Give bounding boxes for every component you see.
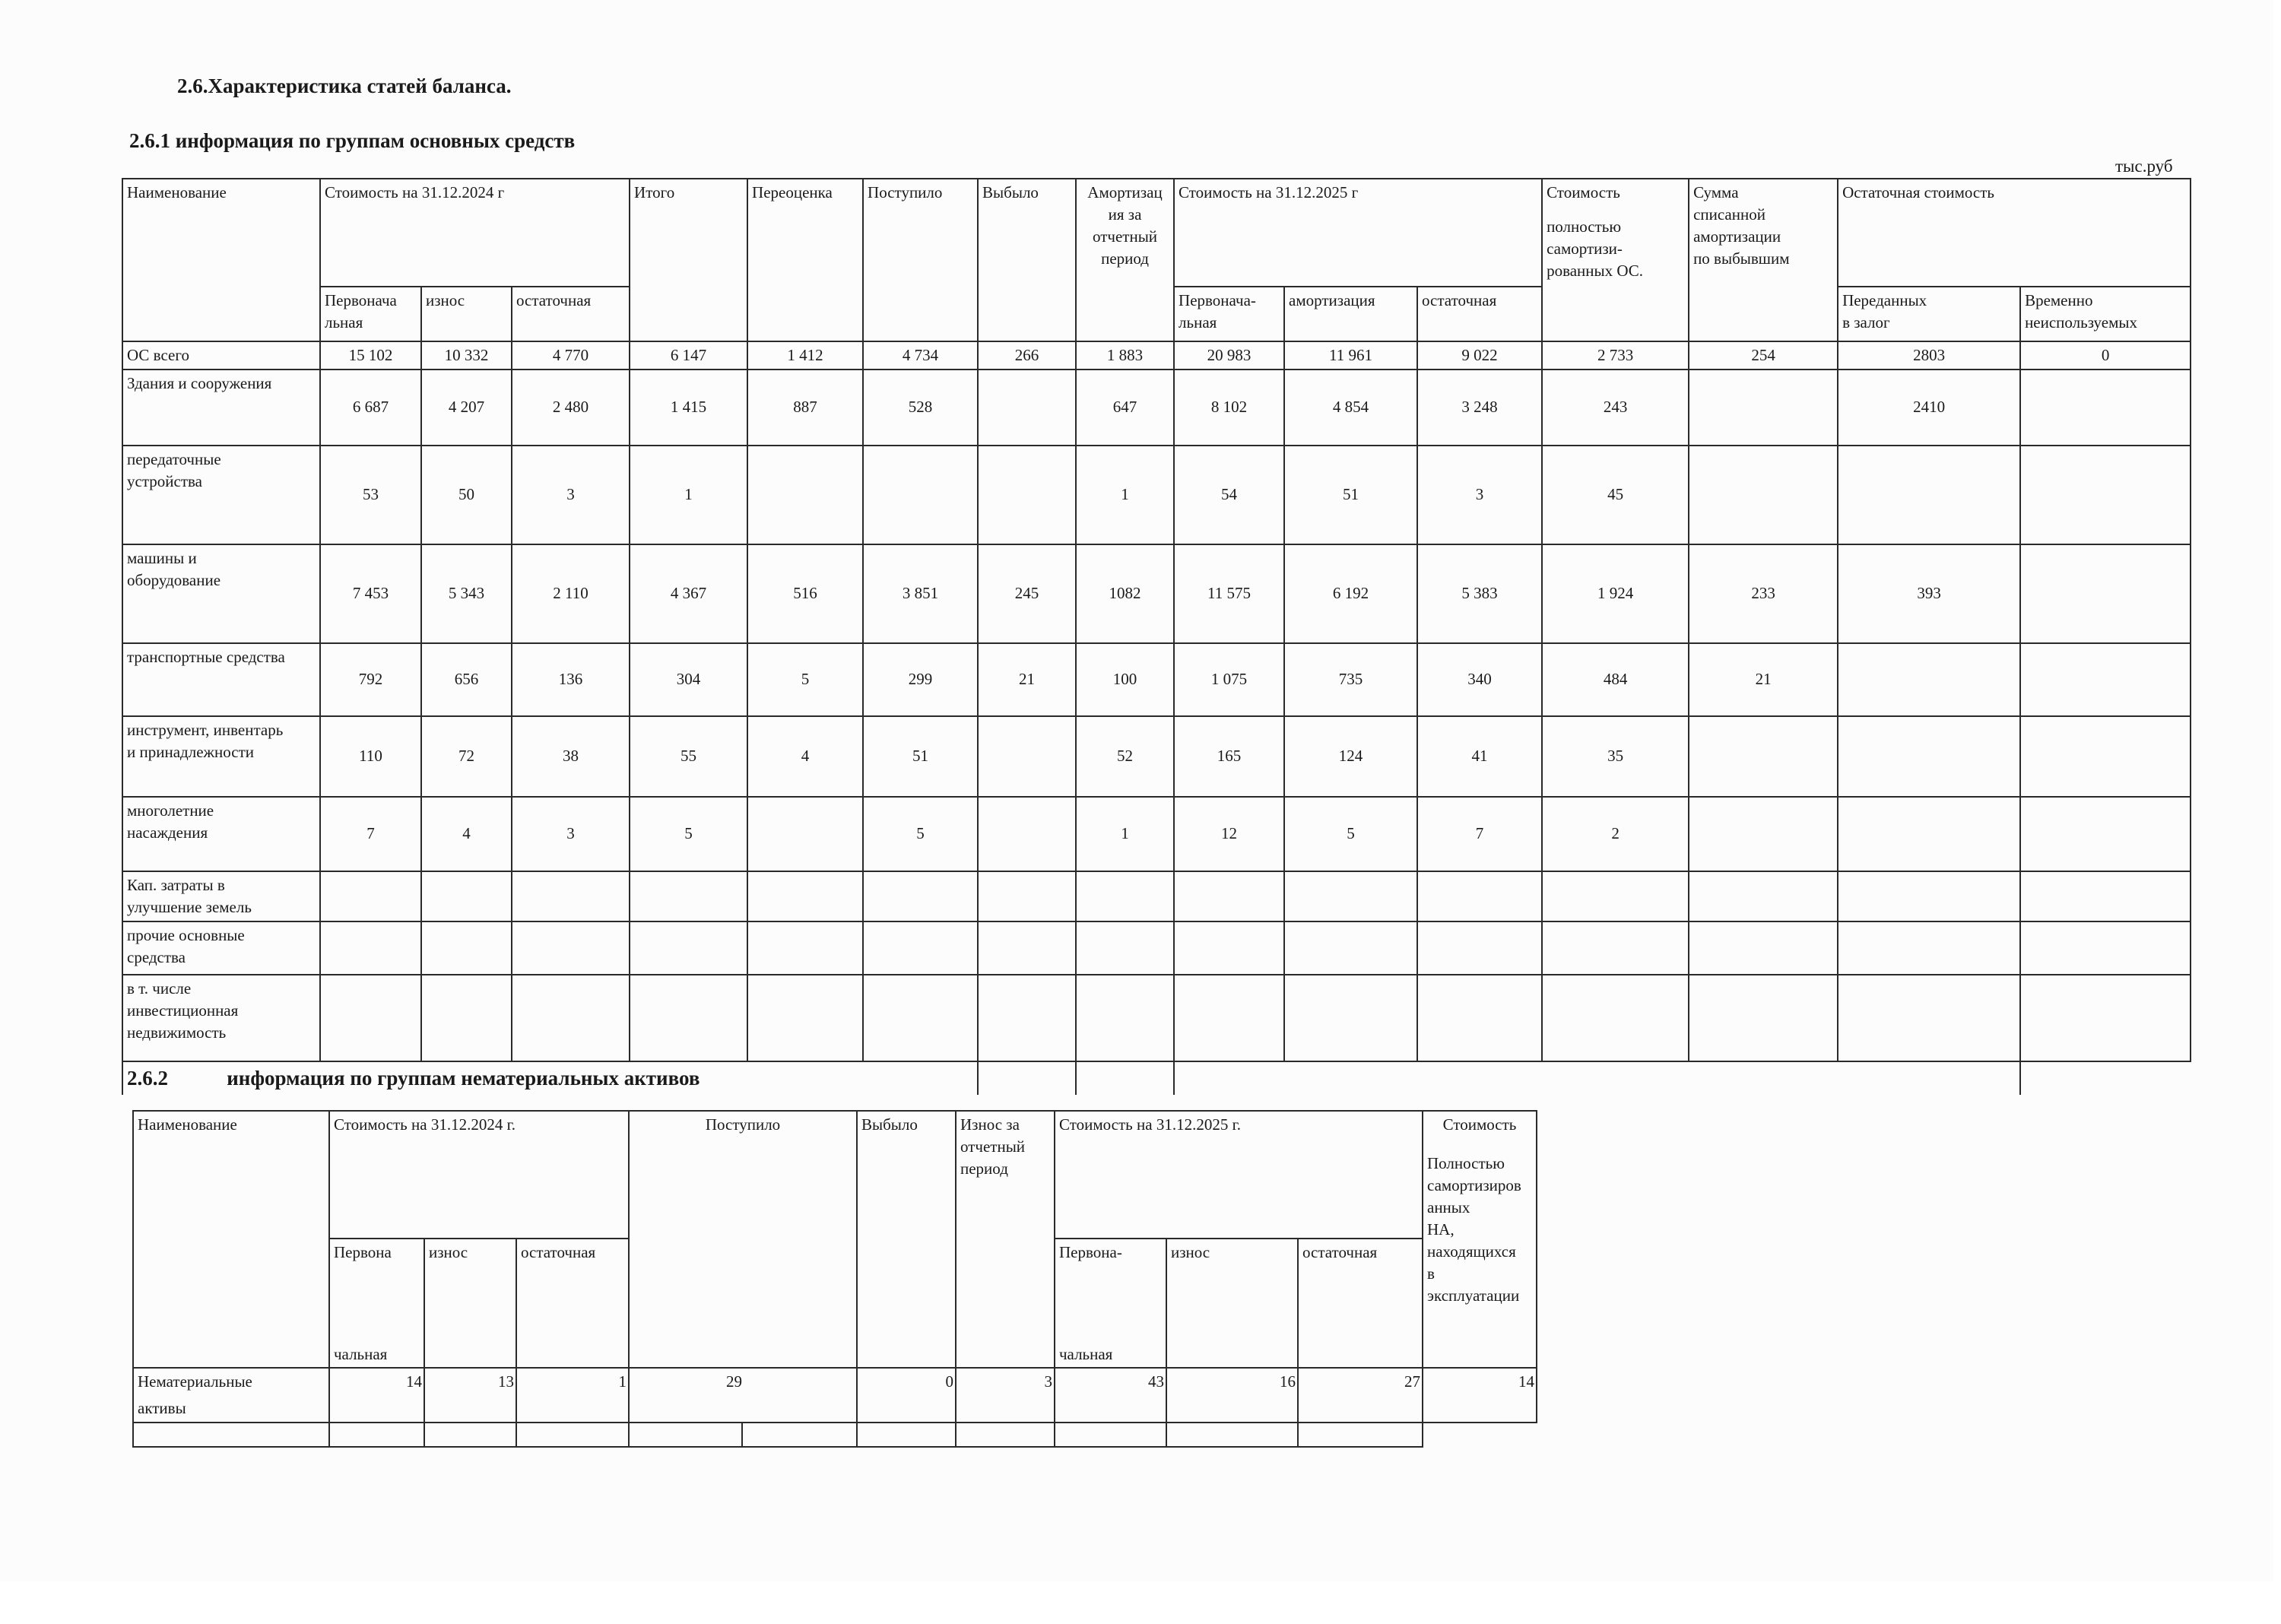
row-value-cell: [863, 921, 978, 975]
row-value-cell: 7 453: [320, 544, 421, 643]
header-itogo: Итого: [630, 179, 747, 341]
row-value-cell: [2020, 716, 2191, 797]
row-name-line: Здания и сооружения: [127, 373, 272, 392]
row-value-cell: [1689, 446, 1838, 544]
row-value-cell: [1838, 975, 2020, 1061]
sub-unused: Временно неиспользуемых: [2020, 287, 2191, 341]
row-value-cell: 2 733: [1542, 341, 1689, 370]
row-name-line: оборудование: [127, 570, 221, 589]
row-value-cell: 100: [1076, 643, 1174, 716]
t2-cell: 1: [516, 1368, 629, 1423]
row-value-cell: 243: [1542, 370, 1689, 446]
sub-ost2: остаточная: [1417, 287, 1542, 341]
row-value-cell: [1838, 797, 2020, 871]
row-value-cell: 38: [512, 716, 630, 797]
row-value-cell: 304: [630, 643, 747, 716]
header-residual: Остаточная стоимость: [1838, 179, 2191, 287]
t2-header-cost-2025: Стоимость на 31.12.2025 г.: [1055, 1111, 1423, 1239]
empty-cell: [742, 1423, 857, 1447]
row-value-cell: [978, 370, 1076, 446]
row-value-cell: 35: [1542, 716, 1689, 797]
row-value-cell: 72: [421, 716, 512, 797]
row-value-cell: 54: [1174, 446, 1284, 544]
empty-cell: [329, 1423, 424, 1447]
t2-header-fully-amortized: Стоимость Полностью самортизиров анных НА, находящихся в эксплуатации: [1423, 1111, 1537, 1368]
row-value-cell: 299: [863, 643, 978, 716]
row-value-cell: [863, 871, 978, 921]
t2-cell: 43: [1055, 1368, 1166, 1423]
fixed-assets-row: [122, 871, 2191, 921]
t2-row-intangible: [133, 1368, 1537, 1395]
t2-cell: 3: [956, 1368, 1055, 1423]
row-value-cell: [1689, 370, 1838, 446]
t2-header-name: Наименование: [133, 1111, 329, 1368]
row-value-cell: [421, 921, 512, 975]
empty-cell: [1166, 1423, 1298, 1447]
row-value-cell: [1284, 975, 1417, 1061]
row-value-cell: [320, 975, 421, 1061]
fixed-assets-table: [122, 178, 2191, 1095]
t2-header-iznos: Износ за отчетный период: [956, 1111, 1055, 1368]
row-name-line: инструмент, инвентарь: [127, 720, 284, 739]
row-value-cell: [2020, 544, 2191, 643]
row-value-cell: 484: [1542, 643, 1689, 716]
t2-empty-row: [133, 1423, 1537, 1447]
row-value-cell: 53: [320, 446, 421, 544]
row-value-cell: [747, 871, 863, 921]
row-name-line: средства: [127, 947, 186, 966]
row-name: [122, 370, 320, 446]
row-value-cell: 4: [747, 716, 863, 797]
unit-label: тыс.руб: [2115, 157, 2173, 176]
row-value-cell: 1 924: [1542, 544, 1689, 643]
row-value-cell: 55: [630, 716, 747, 797]
row-value-cell: [320, 871, 421, 921]
row-value-cell: [1689, 921, 1838, 975]
row-value-cell: [1838, 871, 2020, 921]
t2-row-name-2: активы: [133, 1395, 329, 1423]
row-value-cell: [2020, 871, 2191, 921]
row-value-cell: 136: [512, 643, 630, 716]
row-name-line: многолетние: [127, 801, 214, 820]
row-value-cell: [421, 871, 512, 921]
row-value-cell: [1838, 716, 2020, 797]
row-value-cell: 2 480: [512, 370, 630, 446]
row-value-cell: 3: [512, 797, 630, 871]
fixed-assets-row: [122, 446, 2191, 544]
row-value-cell: [978, 921, 1076, 975]
row-value-cell: 1 415: [630, 370, 747, 446]
row-value-cell: 2: [1542, 797, 1689, 871]
row-name: [122, 643, 320, 716]
row-value-cell: [1284, 921, 1417, 975]
row-value-cell: [512, 975, 630, 1061]
header-amortization: Амортизац ия за отчетный период: [1076, 179, 1174, 341]
row-value-cell: 887: [747, 370, 863, 446]
row-value-cell: 21: [978, 643, 1076, 716]
row-value-cell: [747, 446, 863, 544]
row-value-cell: 3 851: [863, 544, 978, 643]
row-value-cell: [512, 921, 630, 975]
fixed-assets-rows: [122, 341, 2191, 1061]
row-value-cell: [978, 871, 1076, 921]
row-value-cell: 2803: [1838, 341, 2020, 370]
row-value-cell: [1174, 921, 1284, 975]
header-postupilo: Поступило: [863, 179, 978, 341]
row-name: [122, 797, 320, 871]
t2-cell: 14: [329, 1368, 424, 1423]
row-value-cell: [747, 975, 863, 1061]
empty-cell: [1055, 1423, 1166, 1447]
row-value-cell: 6 147: [630, 341, 747, 370]
fixed-assets-row: [122, 341, 2191, 370]
row-value-cell: [1076, 921, 1174, 975]
row-value-cell: 245: [978, 544, 1076, 643]
row-value-cell: 7: [1417, 797, 1542, 871]
row-value-cell: 528: [863, 370, 978, 446]
row-value-cell: 52: [1076, 716, 1174, 797]
row-value-cell: 20 983: [1174, 341, 1284, 370]
row-value-cell: [2020, 643, 2191, 716]
row-value-cell: 21: [1689, 643, 1838, 716]
sub-iznos: износ: [421, 287, 512, 341]
row-value-cell: [630, 975, 747, 1061]
row-name: [122, 341, 320, 370]
t2-cell: 29: [629, 1368, 857, 1423]
row-value-cell: [1076, 871, 1174, 921]
row-value-cell: [1838, 446, 2020, 544]
row-name-line: улучшение земель: [127, 897, 252, 916]
row-name-line: и принадлежности: [127, 742, 255, 761]
header-name: Наименование: [122, 179, 320, 341]
empty-cell: [1298, 1423, 1423, 1447]
row-name-line: Кап. затраты в: [127, 875, 225, 894]
row-name-line: недвижимость: [127, 1023, 227, 1042]
row-name: [122, 446, 320, 544]
row-name-line: устройства: [127, 471, 202, 490]
row-value-cell: 3: [512, 446, 630, 544]
sub-perv: Первонача льная: [320, 287, 421, 341]
header-fully-amortized: Стоимость полностью самортизи- рованных ОС.: [1542, 179, 1689, 341]
row-value-cell: [2020, 921, 2191, 975]
row-value-cell: 110: [320, 716, 421, 797]
row-value-cell: 3 248: [1417, 370, 1542, 446]
header-cost-2025: Стоимость на 31.12.2025 г: [1174, 179, 1542, 287]
header-vybylo: Выбыло: [978, 179, 1076, 341]
t2-sub-ost: остаточная: [516, 1239, 629, 1368]
row-value-cell: 4 854: [1284, 370, 1417, 446]
row-value-cell: 1: [1076, 797, 1174, 871]
row-name-line: насаждения: [127, 823, 208, 842]
row-value-cell: 165: [1174, 716, 1284, 797]
row-value-cell: [978, 716, 1076, 797]
row-value-cell: 5: [747, 643, 863, 716]
row-value-cell: [1542, 975, 1689, 1061]
row-value-cell: 11 961: [1284, 341, 1417, 370]
t2-cell: 13: [424, 1368, 516, 1423]
sub-pledged: Переданных в залог: [1838, 287, 2020, 341]
row-value-cell: [863, 446, 978, 544]
row-value-cell: 0: [2020, 341, 2191, 370]
row-value-cell: 1: [630, 446, 747, 544]
row-value-cell: [1076, 975, 1174, 1061]
row-value-cell: [863, 975, 978, 1061]
t2-sub-iznos: износ: [424, 1239, 516, 1368]
row-name: [122, 871, 320, 921]
row-value-cell: [320, 921, 421, 975]
section2-title: информация по группам нематериальных активов: [227, 1066, 700, 1090]
row-name-line: инвестиционная: [127, 1001, 239, 1020]
row-value-cell: 266: [978, 341, 1076, 370]
row-value-cell: 4 770: [512, 341, 630, 370]
row-value-cell: 5 343: [421, 544, 512, 643]
section2-number: 2.6.2: [127, 1066, 168, 1090]
fixed-assets-row: [122, 643, 2191, 716]
fixed-assets-row: [122, 370, 2191, 446]
row-value-cell: 1 883: [1076, 341, 1174, 370]
empty-cell: [1174, 1061, 2020, 1095]
sub-ost: остаточная: [512, 287, 630, 341]
row-value-cell: [2020, 370, 2191, 446]
empty-cell: [424, 1423, 516, 1447]
row-value-cell: 2 110: [512, 544, 630, 643]
row-value-cell: 10 332: [421, 341, 512, 370]
row-value-cell: [1542, 921, 1689, 975]
row-value-cell: 124: [1284, 716, 1417, 797]
row-value-cell: 1 075: [1174, 643, 1284, 716]
row-value-cell: [1174, 975, 1284, 1061]
row-value-cell: [1689, 975, 1838, 1061]
section1-title: 2.6.1 информация по группам основных средств: [129, 129, 576, 152]
row-value-cell: [512, 871, 630, 921]
row-value-cell: 5 383: [1417, 544, 1542, 643]
header-cost-2024: Стоимость на 31.12.2024 г: [320, 179, 630, 287]
row-name-line: передаточные: [127, 449, 221, 468]
row-value-cell: [747, 797, 863, 871]
row-name: [122, 716, 320, 797]
row-value-cell: [1838, 921, 2020, 975]
fixed-assets-row: [122, 975, 2191, 1061]
fixed-assets-row: [122, 716, 2191, 797]
row-value-cell: [630, 871, 747, 921]
t2-sub-ost2: остаточная: [1298, 1239, 1423, 1368]
row-value-cell: 4: [421, 797, 512, 871]
t2-header-vybylo: Выбыло: [857, 1111, 956, 1368]
row-value-cell: [1542, 871, 1689, 921]
empty-cell: [2020, 1061, 2191, 1095]
row-value-cell: 735: [1284, 643, 1417, 716]
t2-cell: 27: [1298, 1368, 1423, 1423]
row-value-cell: 51: [863, 716, 978, 797]
row-value-cell: 6 192: [1284, 544, 1417, 643]
sub-amort: амортизация: [1284, 287, 1417, 341]
row-value-cell: 4 734: [863, 341, 978, 370]
row-value-cell: [978, 446, 1076, 544]
section2-title-row: [122, 1061, 2191, 1095]
row-value-cell: 393: [1838, 544, 2020, 643]
row-value-cell: 11 575: [1174, 544, 1284, 643]
row-value-cell: 15 102: [320, 341, 421, 370]
row-value-cell: 4 367: [630, 544, 747, 643]
row-value-cell: [1284, 871, 1417, 921]
row-name-line: прочие основные: [127, 925, 245, 944]
empty-cell: [516, 1423, 629, 1447]
intangible-assets-table: [132, 1110, 1537, 1448]
row-value-cell: [1689, 716, 1838, 797]
t2-cell: 16: [1166, 1368, 1298, 1423]
t2-cell: 14: [1423, 1368, 1537, 1423]
row-value-cell: 3: [1417, 446, 1542, 544]
row-value-cell: 6 687: [320, 370, 421, 446]
row-value-cell: 50: [421, 446, 512, 544]
row-value-cell: 2410: [1838, 370, 2020, 446]
row-value-cell: [978, 975, 1076, 1061]
row-value-cell: [2020, 975, 2191, 1061]
row-name-line: машины и: [127, 548, 197, 567]
t2-sub-perv: Первона чальная: [329, 1239, 424, 1368]
row-value-cell: [1174, 871, 1284, 921]
fixed-assets-row: [122, 544, 2191, 643]
row-value-cell: 5: [1284, 797, 1417, 871]
t2-sub-iznos2: износ: [1166, 1239, 1298, 1368]
row-value-cell: 51: [1284, 446, 1417, 544]
header-pereocenka: Переоценка: [747, 179, 863, 341]
row-value-cell: 516: [747, 544, 863, 643]
row-value-cell: 5: [863, 797, 978, 871]
row-value-cell: 656: [421, 643, 512, 716]
row-value-cell: 340: [1417, 643, 1542, 716]
empty-cell: [133, 1423, 329, 1447]
heading: 2.6.Характеристика статей баланса.: [177, 75, 512, 97]
row-name-line: транспортные средства: [127, 647, 285, 666]
row-name: [122, 544, 320, 643]
row-value-cell: 45: [1542, 446, 1689, 544]
row-value-cell: 792: [320, 643, 421, 716]
header-written-off: Сумма списанной амортизации по выбывшим: [1689, 179, 1838, 341]
row-value-cell: 254: [1689, 341, 1838, 370]
row-name: [122, 921, 320, 975]
row-value-cell: 1 412: [747, 341, 863, 370]
row-value-cell: 233: [1689, 544, 1838, 643]
row-value-cell: 4 207: [421, 370, 512, 446]
sub-perv2: Первонача- льная: [1174, 287, 1284, 341]
row-value-cell: [978, 797, 1076, 871]
row-value-cell: 8 102: [1174, 370, 1284, 446]
row-name: [122, 975, 320, 1061]
row-value-cell: [2020, 797, 2191, 871]
row-value-cell: 1: [1076, 446, 1174, 544]
row-value-cell: [421, 975, 512, 1061]
row-name-line: в т. числе: [127, 979, 192, 998]
t2-sub-perv2: Первона- чальная: [1055, 1239, 1166, 1368]
row-value-cell: 9 022: [1417, 341, 1542, 370]
fixed-assets-row: [122, 797, 2191, 871]
empty-cell: [1076, 1061, 1174, 1095]
empty-cell: [629, 1423, 742, 1447]
row-name-line: ОС всего: [127, 346, 189, 364]
row-value-cell: 41: [1417, 716, 1542, 797]
row-value-cell: [1838, 643, 2020, 716]
fixed-assets-row: [122, 921, 2191, 975]
row-value-cell: [747, 921, 863, 975]
t2-row-name: Нематериальные: [133, 1368, 329, 1395]
row-value-cell: [1417, 871, 1542, 921]
row-value-cell: [1417, 921, 1542, 975]
row-value-cell: 12: [1174, 797, 1284, 871]
row-value-cell: [2020, 446, 2191, 544]
row-value-cell: 647: [1076, 370, 1174, 446]
row-value-cell: [1689, 871, 1838, 921]
row-value-cell: [1689, 797, 1838, 871]
empty-cell: [956, 1423, 1055, 1447]
row-value-cell: [1417, 975, 1542, 1061]
row-value-cell: 5: [630, 797, 747, 871]
empty-cell: [978, 1061, 1076, 1095]
row-value-cell: 1082: [1076, 544, 1174, 643]
row-value-cell: 7: [320, 797, 421, 871]
t2-header-cost-2024: Стоимость на 31.12.2024 г.: [329, 1111, 629, 1239]
t2-header-postupilo: Поступило: [629, 1111, 857, 1368]
empty-cell: [857, 1423, 956, 1447]
section2-title-cell: [122, 1061, 978, 1095]
row-value-cell: [630, 921, 747, 975]
t2-cell: 0: [857, 1368, 956, 1423]
